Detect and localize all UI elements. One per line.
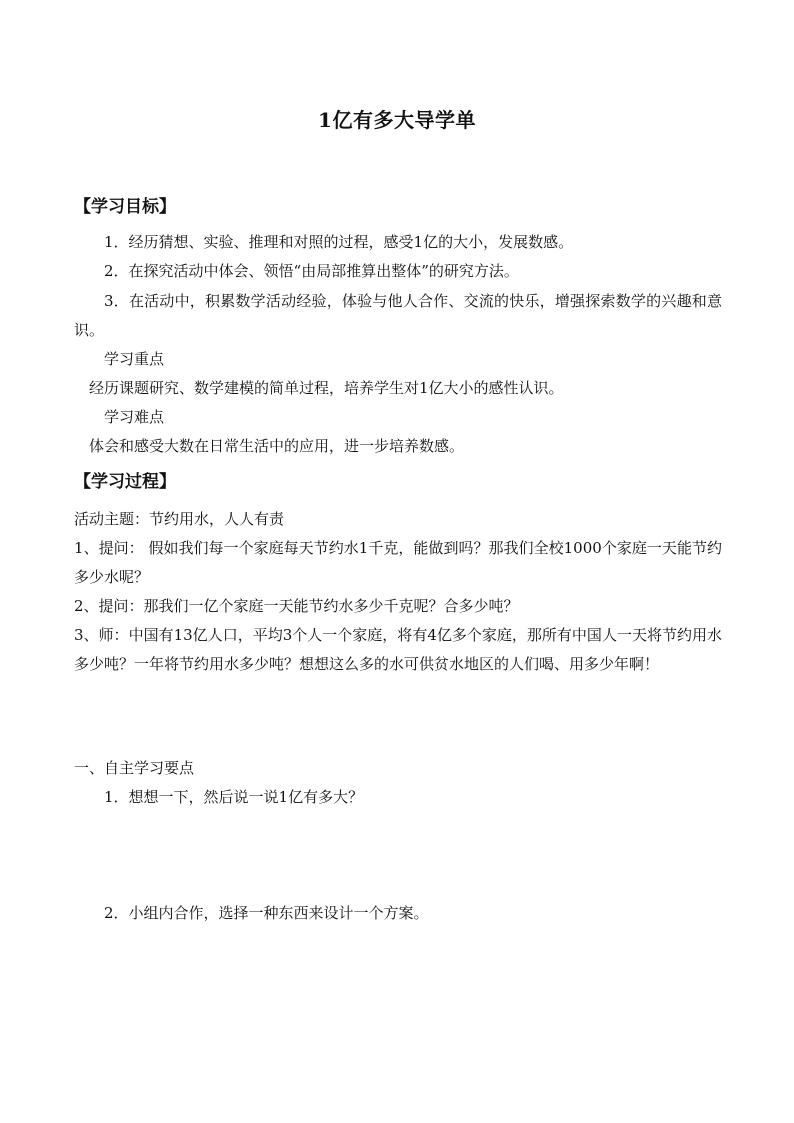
- goals-heading: 【学习目标】: [74, 197, 176, 217]
- document-title: 1亿有多大导学单: [318, 108, 476, 132]
- question-3: 3、师：中国有13亿人口，平均3个人一个家庭，将有4亿多个家庭，那所有中国人一天将节约用水多少吨？一年将节约用水多少吨？想想这么多的水可供贫水地区的人们喝、用多少年啊！: [74, 626, 722, 673]
- question-1: 1、提问： 假如我们每一个家庭每天节约水1千克，能做到吗？那我们全校1000个家庭一天能节约多少水呢？: [74, 539, 722, 586]
- key-point-label: 学习重点: [104, 350, 165, 368]
- key-point-text: 经历课题研究、数学建模的简单过程，培养学生对1亿大小的感性认识。: [89, 379, 564, 397]
- question-2: 2、提问：那我们一亿个家庭一天能节约水多少千克呢？合多少吨？: [74, 597, 519, 615]
- self-study-heading: 一、自主学习要点: [74, 759, 195, 777]
- goal-item-1: 1．经历猜想、实验、推理和对照的过程，感受1亿的大小，发展数感。: [104, 233, 574, 251]
- goal-item-3: 3．在活动中，积累数学活动经验，体验与他人合作、交流的快乐，增强探索数学的兴趣和意识。: [74, 292, 722, 339]
- process-heading: 【学习过程】: [74, 472, 176, 492]
- goal-item-2: 2．在探究活动中体会、领悟“由局部推算出整体”的研究方法。: [104, 262, 519, 280]
- difficulty-label: 学习难点: [104, 408, 165, 426]
- self-study-item-1: 1．想想一下，然后说一说1亿有多大？: [104, 788, 364, 806]
- self-study-item-2: 2．小组内合作，选择一种东西来设计一个方案。: [104, 904, 429, 922]
- difficulty-text: 体会和感受大数在日常生活中的应用，进一步培养数感。: [89, 437, 465, 455]
- activity-theme: 活动主题：节约用水，人人有责: [74, 510, 285, 528]
